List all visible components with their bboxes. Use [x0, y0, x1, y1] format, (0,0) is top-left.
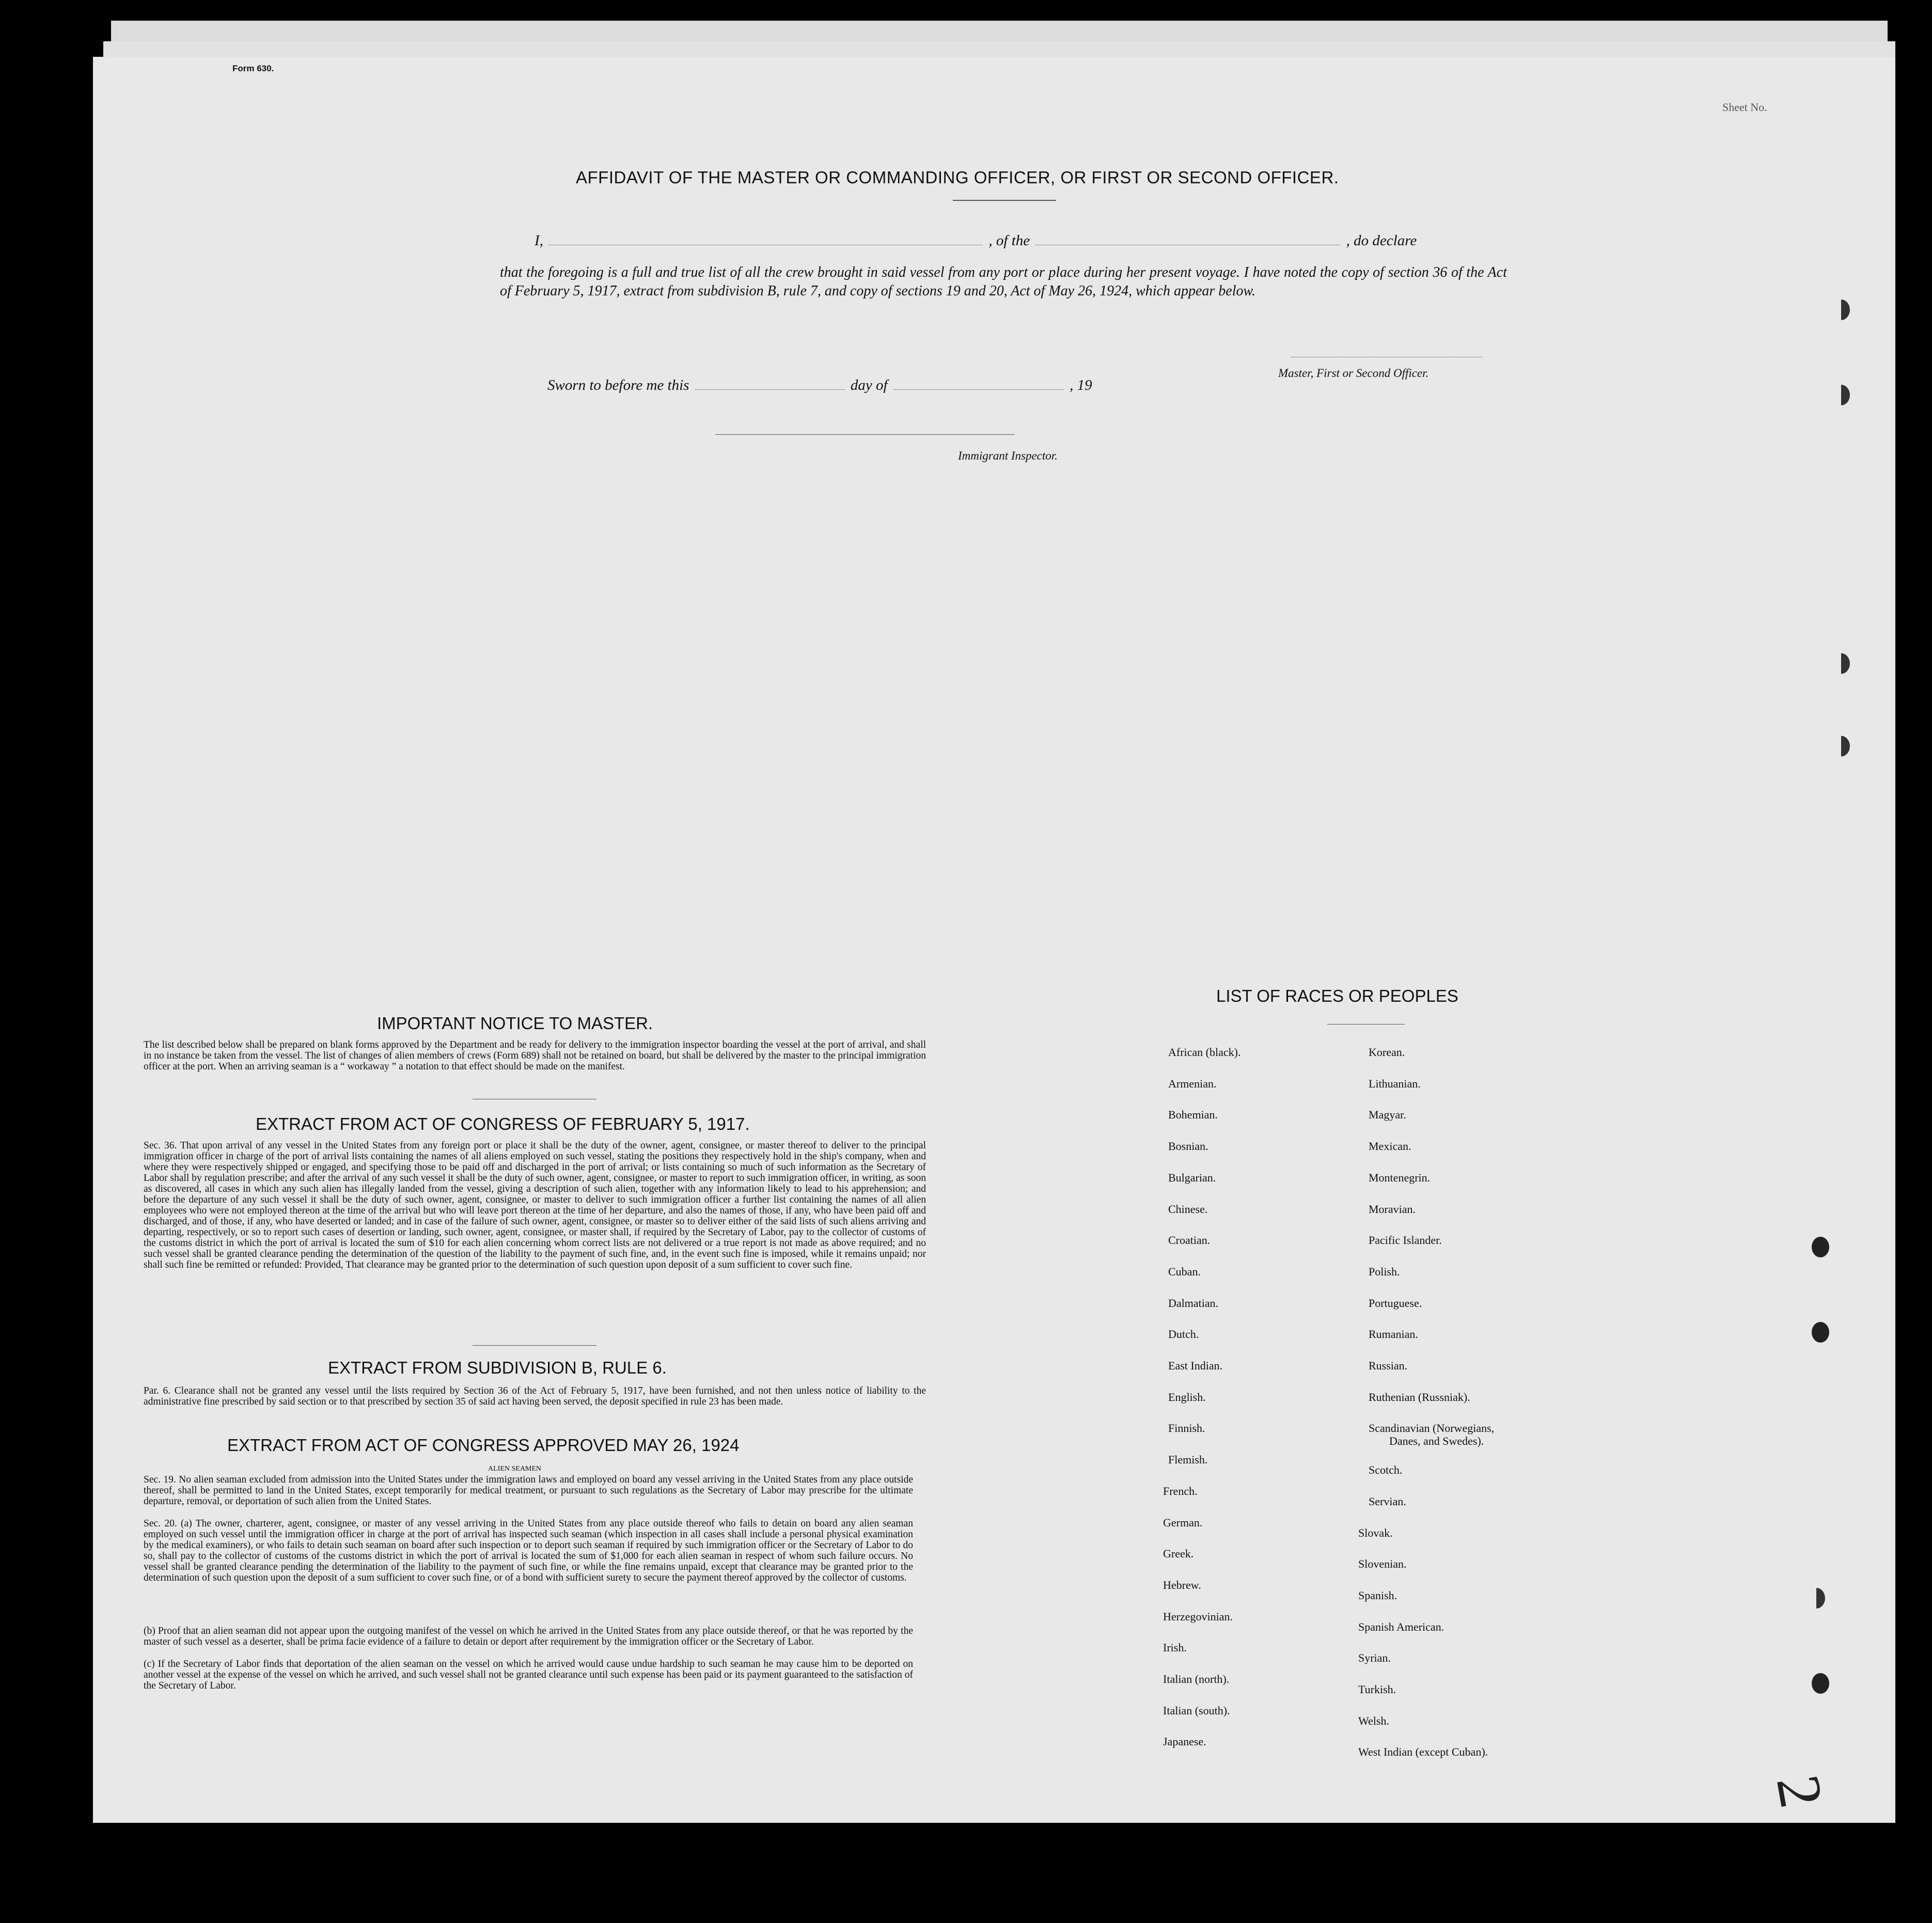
- race-item: Irish.: [1163, 1641, 1187, 1654]
- race-item: Hebrew.: [1163, 1578, 1201, 1591]
- declaration-end: , do declare: [1346, 232, 1417, 249]
- sworn-line: [547, 377, 1092, 394]
- race-item: Welsh.: [1358, 1714, 1389, 1727]
- sworn-start: Sworn to before me this: [547, 377, 689, 393]
- extract-1917-title: EXTRACT FROM ACT OF CONGRESS OF FEBRUARY 5, 1917.: [256, 1114, 750, 1133]
- race-item: Syrian.: [1358, 1651, 1391, 1665]
- race-item: French.: [1163, 1484, 1198, 1498]
- inspector-signature-blank[interactable]: [715, 434, 1015, 435]
- day-blank[interactable]: [695, 389, 845, 390]
- binder-hole-icon: [1832, 736, 1850, 756]
- binder-hole-icon: [1812, 1673, 1829, 1694]
- race-item: Croatian.: [1168, 1234, 1211, 1247]
- race-item: Danes, and Swedes).: [1389, 1435, 1484, 1447]
- notice-body: The list described below shall be prepared on blank forms approved by the Department and be ready for delivery to the immigration inspector boarding the vessel at the port of arrival, and shall in no instance be taken from the vessel. The list of changes of alien members of crews (Form 689) shall not be retained on board, but shall be delivered by the master to the principal immigration officer at the port. When an arriving seaman is a “ workaway ” a notation to that effect should be made on the manifest.: [144, 1039, 926, 1072]
- sworn-end: , 19: [1070, 377, 1092, 393]
- handwritten-mark: 2: [1763, 1770, 1837, 1813]
- extract-1924-title: EXTRACT FROM ACT OF CONGRESS APPROVED MAY 26, 1924: [227, 1436, 740, 1455]
- race-item: Armenian.: [1168, 1077, 1217, 1090]
- extract-1924-subtitle: ALIEN SEAMEN: [488, 1465, 542, 1473]
- race-item: Spanish American.: [1358, 1620, 1444, 1633]
- name-blank[interactable]: [549, 244, 983, 245]
- race-item: West Indian (except Cuban).: [1358, 1745, 1488, 1759]
- divider: [953, 200, 1056, 201]
- race-item: Magyar.: [1369, 1108, 1406, 1122]
- binder-hole-icon: [1812, 1322, 1829, 1343]
- binder-hole-icon: [1812, 1237, 1829, 1257]
- race-item: English.: [1168, 1390, 1206, 1404]
- race-item: Slovak.: [1358, 1526, 1393, 1539]
- race-item: Scandinavian (Norwegians,: [1369, 1422, 1495, 1435]
- declaration-mid: , of the: [988, 232, 1030, 249]
- race-item: Herzegovinian.: [1163, 1610, 1233, 1623]
- race-item: Bulgarian.: [1168, 1171, 1216, 1184]
- race-item: Scotch.: [1369, 1463, 1403, 1477]
- extract-1924-sec19: Sec. 19. No alien seaman excluded from admission into the United States under the immigration laws and employed on board any vessel arriving in the United States from any place outside thereof, shall be permitted to land in the United States, except temporarily for medical treatment, or pursuant to such regulations as the Secretary of Labor may prescribe for the ultimate departure, removal, or deportation of such alien from the United States.: [144, 1474, 913, 1507]
- race-item: Slovenian.: [1358, 1557, 1407, 1571]
- race-item: German.: [1163, 1516, 1203, 1529]
- race-item: Servian.: [1369, 1494, 1406, 1508]
- extract-1924-sec20c: (c) If the Secretary of Labor finds that deportation of the alien seaman on the vessel on which he arrived would cause undue hardship to such seaman he may cause him to be deported on another vessel at the expense of the vessel on which he arrived, and such vessel shall not be granted clearance until such expense has been paid or its payment guaranteed to the satisfaction of the Secretary of Labor.: [144, 1659, 913, 1691]
- form-number: Form 630.: [232, 64, 274, 73]
- extract-1917-body: Sec. 36. That upon arrival of any vessel in the United States from any foreign port or place it shall be the duty of the owner, agent, consignee, or master thereof to deliver to the principal immigration officer in charge of the port of arrival lists containing the names of all aliens employed on such vessel, stating the positions they respectively hold in the ship's company, when and where they were respectively shipped or engaged, and specifying those to be paid off and discharged in the port of arrival; or lists containing so much of such information as the Secretary of Labor shall by regulation prescribe; and after the arrival of any such vessel it shall be the duty of such owner, agent, consignee, or master to report to such immigration officer, in writing, as soon as discovered, all cases in which any such alien has illegally landed from the vessel, giving a description of such alien, together with any information likely to lead to his apprehension; and before the departure of any such vessel it shall be the duty of such owner, agent, consignee, or master to deliver to such immigration officer a further list containing the names of all alien employees who were not employed thereon at the time of the arrival but who will leave port thereon at the time of her departure, and also the names of those, if any, who have been paid off and discharged, and of those, if any, who have deserted or landed; and in case of the failure of such owner, agent, consignee, or master so to deliver either of the said lists of such aliens arriving and departing, respectively, or so to report such cases of desertion or landing, such owner, agent, consignee, or master shall, if required by the Secretary of Labor, pay to the collector of customs of the customs district in which the port of arrival is located the sum of $10 for each alien concerning whom correct lists are not delivered or a true report is not made as above required; and no such vessel shall be granted clearance pending the determination of the question of the liability to the payment of such fine, and, in the event such fine is imposed, while it remains unpaid; nor shall such fine be remitted or refunded: Provided, That clearance may be granted prior to the determination of such question upon deposit of a sum sufficient to cover such fine.: [144, 1140, 926, 1270]
- race-item: Portuguese.: [1369, 1296, 1422, 1310]
- vessel-blank[interactable]: [1035, 244, 1340, 245]
- race-item: Italian (north).: [1163, 1673, 1230, 1685]
- race-item: Flemish.: [1168, 1453, 1208, 1467]
- affidavit-title: AFFIDAVIT OF THE MASTER OR COMMANDING OFFICER, OR FIRST OR SECOND OFFICER.: [576, 168, 1339, 187]
- sworn-mid: day of: [850, 377, 888, 393]
- declaration-start: I,: [535, 232, 543, 249]
- race-item: East Indian.: [1168, 1359, 1223, 1372]
- binder-hole-icon: [1808, 1588, 1825, 1609]
- rule6-title: EXTRACT FROM SUBDIVISION B, RULE 6.: [328, 1358, 667, 1377]
- races-title: LIST OF RACES OR PEOPLES: [1216, 986, 1458, 1005]
- race-item: African (black).: [1168, 1046, 1241, 1059]
- race-item: Rumanian.: [1369, 1328, 1418, 1341]
- sheet-number-label: Sheet No.: [1722, 101, 1767, 114]
- race-item: Turkish.: [1358, 1683, 1396, 1696]
- divider: [473, 1345, 596, 1346]
- binder-hole-icon: [1832, 653, 1850, 674]
- inspector-caption: Immigrant Inspector.: [958, 449, 1058, 462]
- race-item: Greek.: [1163, 1547, 1194, 1561]
- race-item: Bohemian.: [1168, 1108, 1218, 1122]
- race-item: Pacific Islander.: [1369, 1234, 1442, 1247]
- race-item: Bosnian.: [1168, 1140, 1208, 1153]
- extract-1924-sec20a: Sec. 20. (a) The owner, charterer, agent, consignee, or master of any vessel arriving in the United States from any place outside thereof who fails to detain on board any alien seaman employed on such vessel until the immigration officer in charge at the port of arrival has inspected such seaman (which inspection in all cases shall include a personal physical examination by the medical examiners), or who fails to detain such seaman on board after such inspection or to deport such seaman if required by such immigration officer or the Secretary of Labor to do so, shall pay to the collector of customs of the customs district in which the port of arrival is located the sum of $1,000 for each alien seaman in respect of whom such failure occurs. No vessel shall be granted clearance pending the determination of the liability to the payment of such fine, or while the fine remains unpaid, except that clearance may be granted prior to the determination of such question upon the deposit of a sum sufficient to cover such fine, or of a bond with sufficient surety to secure the payment thereof approved by the collector of customs.: [144, 1518, 913, 1583]
- race-item: Chinese.: [1168, 1202, 1208, 1216]
- rule6-body: Par. 6. Clearance shall not be granted any vessel until the lists required by Section 36 of the Act of February 5, 1917, have been furnished, and not then unless notice of liability to the administrative fine prescribed by said section or to that prescribed by section 35 of said act having been served, the deposit specified in rule 23 has been made.: [144, 1385, 926, 1407]
- master-signature-blank[interactable]: [1291, 356, 1482, 357]
- race-item: Mexican.: [1369, 1140, 1411, 1153]
- race-item: Lithuanian.: [1369, 1077, 1421, 1090]
- binder-hole-icon: [1832, 300, 1850, 320]
- race-item: Montenegrin.: [1369, 1171, 1431, 1184]
- affidavit-body: that the foregoing is a full and true list of all the crew brought in said vessel from any port or place during her present voyage. I have noted the copy of section 36 of the Act of February 5, 1917, extract from subdivision B, rule 7, and copy of sections 19 and 20, Act of May 26, 1924, which appear below.: [500, 264, 1507, 299]
- race-item: Ruthenian (Russniak).: [1369, 1390, 1470, 1404]
- month-blank[interactable]: [893, 389, 1064, 390]
- binder-hole-icon: [1832, 385, 1850, 405]
- race-item: Dalmatian.: [1168, 1296, 1219, 1310]
- race-item: Korean.: [1369, 1046, 1405, 1059]
- race-item: Moravian.: [1369, 1202, 1416, 1216]
- race-item: Japanese.: [1163, 1735, 1206, 1748]
- race-item: Cuban.: [1168, 1265, 1201, 1278]
- race-item: Spanish.: [1358, 1588, 1397, 1602]
- race-item: Italian (south).: [1163, 1704, 1230, 1717]
- extract-1924-sec20b: (b) Proof that an alien seaman did not appear upon the outgoing manifest of the vessel on which he arrived in the United States from any place outside thereof, or that he was reported by the master of such vessel as a deserter, shall be prima facie evidence of a failure to detain or deport after requirement by the immigration officer or the Secretary of Labor.: [144, 1626, 913, 1647]
- race-item: Polish.: [1369, 1265, 1400, 1278]
- affidavit-declaration-line: [535, 232, 1417, 249]
- notice-title: IMPORTANT NOTICE TO MASTER.: [377, 1014, 653, 1033]
- race-item: Russian.: [1369, 1359, 1408, 1372]
- race-item: Dutch.: [1168, 1328, 1199, 1341]
- master-caption: Master, First or Second Officer.: [1278, 367, 1429, 380]
- race-item: Finnish.: [1168, 1422, 1205, 1435]
